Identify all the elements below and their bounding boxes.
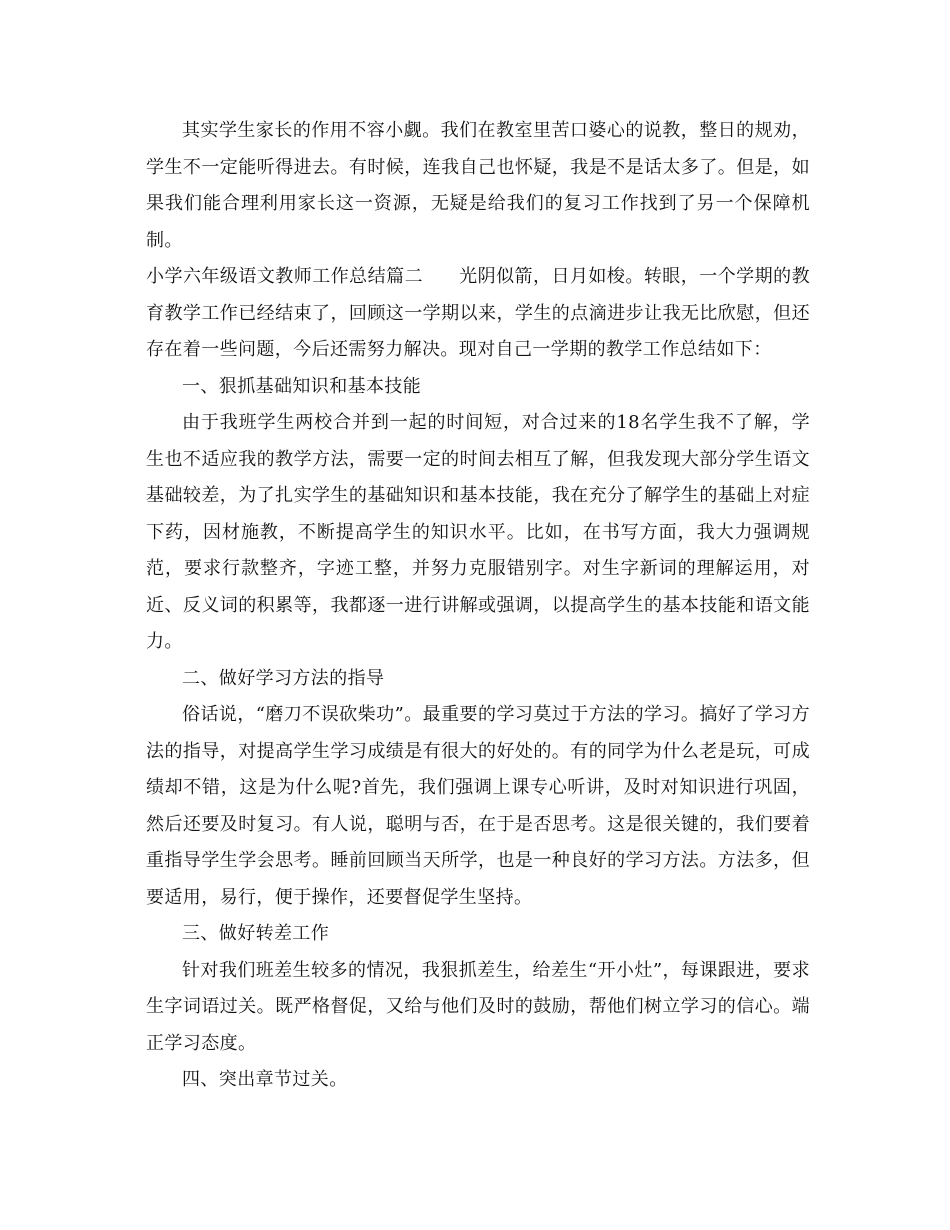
section-heading-2: 二、做好学习方法的指导 [182, 667, 385, 689]
intro-text: 光阴似箭，日月如梭。转眼，一个学期的教育教学工作已经结束了，回顾这一学期以来，学生的点滴进步让我无比欣慰，但还存在着一些问题，今后还需努力解决。现对自己一学期的教学工作总结如下： [146, 266, 810, 360]
paragraph-basics: 由于我班学生两校合并到一起的时间短，对合过来的18名学生我不了解，学生也不适应我的教学方法，需要一定的时间去相互了解，但我发现大部分学生语文基础较差，为了扎实学生的基础知识和基本技能，我在充分了解学生的基础上对症下药，因材施教，不断提高学生的知识水平。比如，在书写方面，我大力强调规范，要求行款整齐，字迹工整，并努力克服错别字。对生字新词的理解运用，对近、反义词的积累等，我都逐一进行讲解或强调，以提高学生的基本技能和语文能力。 [146, 412, 810, 652]
section-heading-1: 一、狠抓基础知识和基本技能 [182, 375, 422, 397]
paragraph-parent-role: 其实学生家长的作用不容小觑。我们在教室里苦口婆心的说教，整日的规劝，学生不一定能听得进去。有时候，连我自己也怀疑，我是不是话太多了。但是，如果我们能合理利用家长这一资源，无疑是给我们的复习工作找到了另一个保障机制。 [146, 120, 810, 251]
section-heading-3: 三、做好转差工作 [182, 923, 330, 944]
paragraph-methods: 俗话说，“磨刀不误砍柴功”。最重要的学习莫过于方法的学习。搞好了学习方法的指导，对提高学生学习成绩是有很大的好处的。有的同学为什么老是玩，可成绩却不错，这是为什么呢?首先，我们强调上课专心听讲，及时对知识进行巩固，然后还要及时复习。有人说，聪明与否，在于是否思考。这是很关键的，我们要着重指导学生学会思考。睡前回顾当天所学，也是一种良好的学习方法。方法多，但要适用，易行，便于操作，还要督促学生坚持。 [146, 704, 810, 908]
paragraph-article-intro [146, 259, 810, 369]
paragraph-weak-students: 针对我们班差生较多的情况，我狠抓差生，给差生“开小灶”，每课跟进，要求生字词语过关。既严格督促，又给与他们及时的鼓励，帮他们树立学习的信心。端正学习态度。 [146, 959, 810, 1054]
article-title: 小学六年级语文教师工作总结篇二 [146, 266, 424, 287]
section-heading-4: 四、突出章节过关。 [182, 1069, 348, 1090]
document-body [146, 113, 810, 1099]
